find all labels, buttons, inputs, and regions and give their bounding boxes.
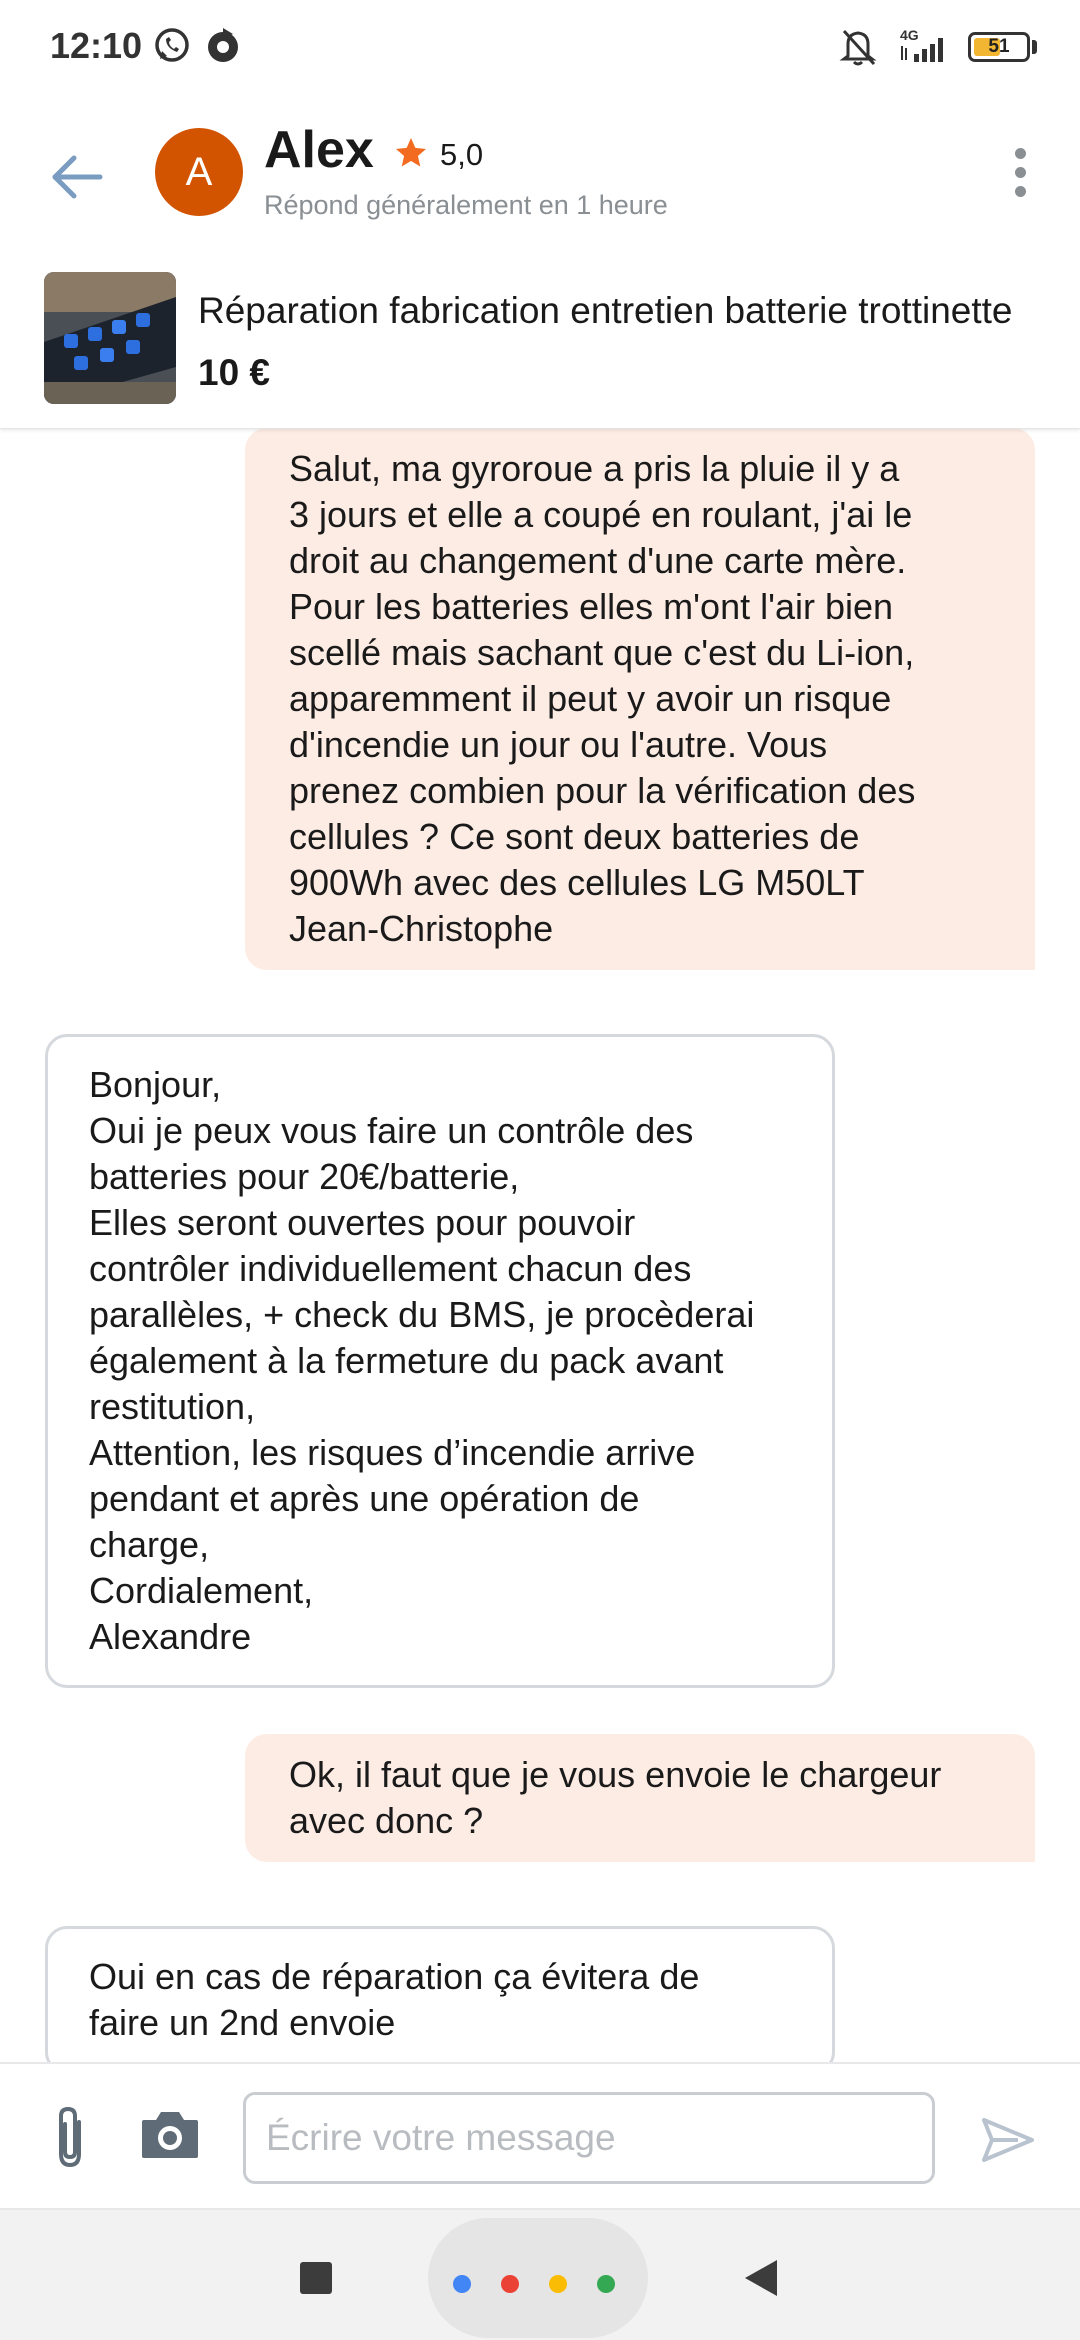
signal-icon — [898, 34, 954, 69]
battery-level: 51 — [988, 36, 1010, 57]
sync-icon — [203, 26, 243, 71]
menu-dot — [1015, 186, 1026, 197]
back-nav-button[interactable] — [743, 2258, 779, 2303]
assistant-dot — [597, 2275, 615, 2293]
menu-dot — [1015, 148, 1026, 159]
network-type: 4G — [900, 27, 919, 43]
home-button[interactable] — [428, 2218, 648, 2338]
battery-tip — [1032, 40, 1037, 54]
response-time: Répond généralement en 1 heure — [264, 190, 668, 220]
camera-icon — [140, 2108, 200, 2160]
message-bubble-outgoing: Ok, il faut que je vous envoie le chargeur avec donc ? — [245, 1734, 1035, 1862]
assistant-dot — [453, 2275, 471, 2293]
assistant-dot — [549, 2275, 567, 2293]
arrow-left-icon — [40, 140, 115, 215]
send-icon — [978, 2112, 1038, 2168]
message-bubble-outgoing: Salut, ma gyroroue a pris la pluie il y a 3 jours et elle a coupé en roulant, j'ai le droit au changement d'une carte mère. Pour les batteries elles m'ont l'air bien scellé mais sachant que c'est du Li-ion, apparemment il peut y avoir un risque d'incendie un jour ou l'autre. Vous prenez combien pour la vérification des cellules ? Ce sont deux batteries de 900Wh avec des cellules LG M50LT Jean-Christophe — [245, 428, 1035, 970]
camera-button[interactable] — [140, 2108, 200, 2160]
back-button[interactable] — [40, 140, 115, 215]
star-icon — [393, 135, 429, 176]
system-nav-bar — [0, 2210, 1080, 2340]
more-options-button[interactable] — [1000, 143, 1040, 203]
chat-header — [0, 95, 1080, 260]
message-list[interactable] — [0, 428, 1080, 2062]
message-bubble-incoming: Bonjour, Oui je peux vous faire un contrôle des batteries pour 20€/batterie, Elles seront ouvertes pour pouvoir contrôler individuellement chacun des parallèles, + check du BMS, je procèderai également à la fermeture du pack avant restitution, Attention, les risques d’incendie arrive pendant et après une opération de charge, Cordialement, Alexandre — [45, 1034, 835, 1688]
avatar[interactable]: A — [155, 128, 243, 216]
message-input[interactable] — [243, 2092, 935, 2184]
attach-button[interactable] — [45, 2102, 95, 2172]
user-name[interactable]: Alex — [264, 121, 374, 179]
recent-apps-button[interactable] — [300, 2262, 332, 2294]
message-bubble-incoming: Oui en cas de réparation ça évitera de faire un 2nd envoie — [45, 1926, 835, 2062]
bell-off-icon — [838, 26, 878, 73]
menu-dot — [1015, 167, 1026, 178]
paperclip-icon — [45, 2102, 95, 2172]
status-time: 12:10 — [50, 25, 143, 66]
assistant-dot — [501, 2275, 519, 2293]
listing-card[interactable] — [0, 260, 1080, 429]
whatsapp-icon — [152, 26, 192, 71]
status-bar — [0, 0, 1080, 95]
rating-value: 5,0 — [440, 137, 484, 172]
message-composer — [0, 2062, 1080, 2210]
listing-title[interactable]: Réparation fabrication entretien batterie trottinette — [198, 290, 1013, 331]
send-button[interactable] — [978, 2112, 1038, 2168]
battery-icon — [968, 32, 1030, 62]
listing-thumbnail[interactable] — [44, 272, 176, 404]
triangle-back-icon — [743, 2258, 779, 2298]
listing-price: 10 € — [198, 352, 271, 393]
